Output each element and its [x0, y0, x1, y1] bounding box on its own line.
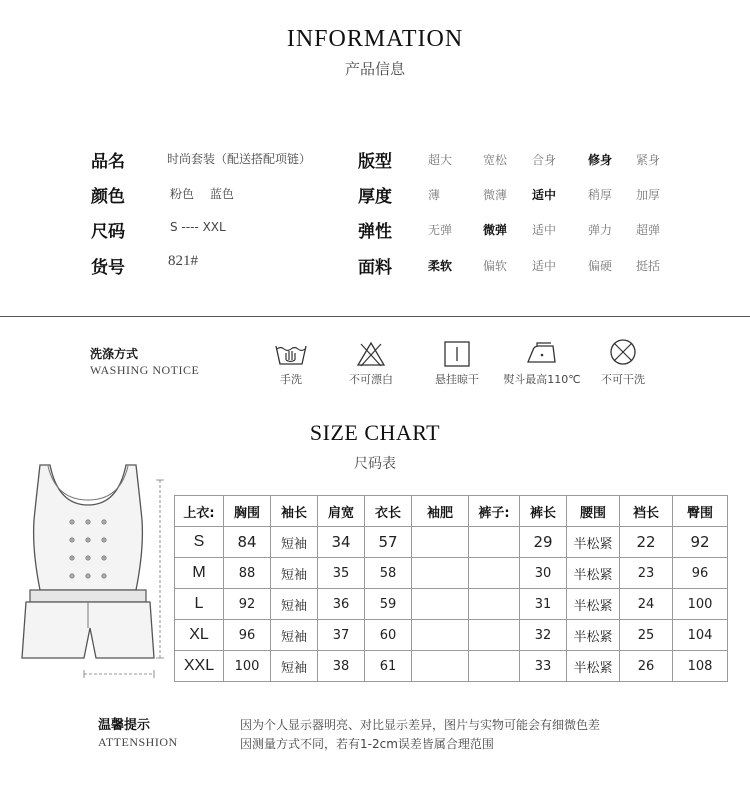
size-table-header-cell: 袖长	[271, 496, 318, 527]
info-value-name: 时尚套装（配送搭配项链）	[167, 152, 312, 166]
size-table-header-row	[175, 496, 728, 527]
attr-option: 稍厚	[588, 188, 613, 202]
info-label-size: 尺码	[91, 222, 125, 242]
size-table-cell: XXL	[175, 651, 224, 682]
attr-option: 无弹	[428, 223, 453, 237]
attr-option: 适中	[532, 188, 557, 202]
size-table-row	[175, 558, 728, 589]
size-table-cell: 短袖	[271, 527, 318, 558]
washing-title-en: WASHING NOTICE	[90, 363, 200, 377]
size-table-cell	[469, 620, 520, 651]
size-table-cell: 35	[318, 558, 365, 589]
size-table-cell: 100	[224, 651, 271, 682]
size-table-row	[175, 620, 728, 651]
size-table-cell: 104	[673, 620, 728, 651]
size-table	[174, 495, 728, 682]
size-table-header-cell: 上衣:	[175, 496, 224, 527]
size-table-cell: 半松紧	[567, 651, 620, 682]
size-table-cell: 88	[224, 558, 271, 589]
attr-option: 偏硬	[588, 259, 613, 273]
size-table-cell	[412, 589, 469, 620]
size-table-cell: 84	[224, 527, 271, 558]
size-table-row	[175, 651, 728, 682]
size-table-header-cell: 肩宽	[318, 496, 365, 527]
info-value-item-no: 821#	[168, 253, 198, 269]
attr-option: 修身	[588, 153, 613, 167]
size-table-cell: 92	[673, 527, 728, 558]
size-table-header-cell: 裤子:	[469, 496, 520, 527]
size-table-row	[175, 589, 728, 620]
size-table-cell: 96	[673, 558, 728, 589]
size-table-cell	[469, 527, 520, 558]
size-chart-title: SIZE CHART	[309, 420, 441, 445]
size-table-header-cell: 裆长	[620, 496, 673, 527]
size-table-cell: 59	[365, 589, 412, 620]
size-table-cell: 38	[318, 651, 365, 682]
attr-option: 适中	[532, 259, 557, 273]
attr-option: 挺括	[636, 259, 661, 273]
size-table-cell: 22	[620, 527, 673, 558]
attr-option: 微弹	[483, 223, 508, 237]
attr-option: 超大	[428, 153, 453, 167]
washing-title-cn: 洗涤方式	[90, 347, 139, 361]
attr-option: 弹力	[588, 223, 613, 237]
tip-title-cn: 温馨提示	[98, 718, 151, 733]
info-title: INFORMATION	[286, 26, 464, 52]
size-table-cell: 半松紧	[567, 527, 620, 558]
size-table-cell	[469, 651, 520, 682]
size-table-cell	[412, 620, 469, 651]
size-table-cell: S	[175, 527, 224, 558]
size-table-cell: 短袖	[271, 589, 318, 620]
tip-line-2: 因测量方式不同，若有1-2cm误差皆属合理范围	[240, 737, 494, 751]
size-table-cell: 半松紧	[567, 558, 620, 589]
size-table-cell: 31	[520, 589, 567, 620]
attr-option: 适中	[532, 223, 557, 237]
size-table-header-cell: 臀围	[673, 496, 728, 527]
size-table-cell: 36	[318, 589, 365, 620]
size-table-cell: 58	[365, 558, 412, 589]
size-table-cell	[412, 558, 469, 589]
size-table-cell: 23	[620, 558, 673, 589]
size-table-cell: 半松紧	[567, 589, 620, 620]
info-label-fit: 版型	[358, 152, 392, 172]
size-table-cell	[412, 651, 469, 682]
size-table-cell: 32	[520, 620, 567, 651]
info-label-name: 品名	[91, 152, 125, 172]
info-label-color: 颜色	[91, 187, 125, 207]
info-subtitle: 产品信息	[344, 60, 405, 78]
attr-option: 微薄	[483, 188, 508, 202]
size-table-cell: 108	[673, 651, 728, 682]
hand-wash-label: 手洗	[280, 373, 302, 386]
size-table-cell: 短袖	[271, 558, 318, 589]
size-table-cell: 33	[520, 651, 567, 682]
size-table-row	[175, 527, 728, 558]
info-value-size: S ---- XXL	[170, 220, 226, 234]
attr-option: 合身	[532, 153, 557, 167]
attr-option: 加厚	[636, 188, 661, 202]
iron-label: 熨斗最高110℃	[503, 373, 581, 386]
tip-title-en: ATTENSHION	[98, 735, 178, 749]
size-table-cell: 25	[620, 620, 673, 651]
size-table-cell	[412, 527, 469, 558]
size-table-cell: 92	[224, 589, 271, 620]
size-table-cell: 96	[224, 620, 271, 651]
size-table-cell: 29	[520, 527, 567, 558]
no-bleach-icon	[354, 340, 388, 368]
size-chart-subtitle: 尺码表	[354, 456, 396, 472]
info-label-thickness: 厚度	[358, 187, 392, 207]
no-dry-clean-label: 不可干洗	[601, 373, 645, 386]
info-label-elasticity: 弹性	[358, 222, 392, 242]
attr-option: 偏软	[483, 259, 508, 273]
iron-icon	[525, 340, 559, 368]
size-table-cell: 短袖	[271, 620, 318, 651]
info-value-color: 粉色 蓝色	[170, 187, 234, 201]
size-table-cell: 57	[365, 527, 412, 558]
size-table-cell: 26	[620, 651, 673, 682]
size-table-header-cell: 裤长	[520, 496, 567, 527]
size-table-header-cell: 袖肥	[412, 496, 469, 527]
size-table-cell: XL	[175, 620, 224, 651]
section-divider	[0, 316, 750, 317]
size-table-cell: 30	[520, 558, 567, 589]
attr-option: 柔软	[428, 259, 453, 273]
size-table-cell: 短袖	[271, 651, 318, 682]
size-table-cell: 100	[673, 589, 728, 620]
attr-option: 超弹	[636, 223, 661, 237]
attr-option: 紧身	[636, 153, 661, 167]
size-table-header-cell: 腰围	[567, 496, 620, 527]
size-table-cell: L	[175, 589, 224, 620]
size-table-cell: 半松紧	[567, 620, 620, 651]
attr-option: 宽松	[483, 153, 508, 167]
tip-line-1: 因为个人显示器明亮、对比显示差异，图片与实物可能会有细微色差	[240, 718, 601, 732]
info-label-fabric: 面料	[358, 258, 392, 278]
size-table-cell: 60	[365, 620, 412, 651]
info-label-item-no: 货号	[91, 258, 125, 278]
attr-option: 薄	[428, 188, 441, 202]
size-table-cell	[469, 558, 520, 589]
size-table-cell: 61	[365, 651, 412, 682]
no-dry-clean-icon	[606, 338, 640, 366]
size-table-header-cell: 衣长	[365, 496, 412, 527]
no-bleach-label: 不可漂白	[349, 373, 393, 386]
hand-wash-icon	[274, 340, 308, 368]
size-table-cell	[469, 589, 520, 620]
garment-illustration	[18, 460, 168, 690]
size-table-cell: 24	[620, 589, 673, 620]
hang-dry-icon	[440, 340, 474, 368]
size-table-header-cell: 胸围	[224, 496, 271, 527]
size-table-cell: 34	[318, 527, 365, 558]
size-table-cell: M	[175, 558, 224, 589]
hang-dry-label: 悬挂晾干	[435, 373, 479, 386]
size-table-cell: 37	[318, 620, 365, 651]
